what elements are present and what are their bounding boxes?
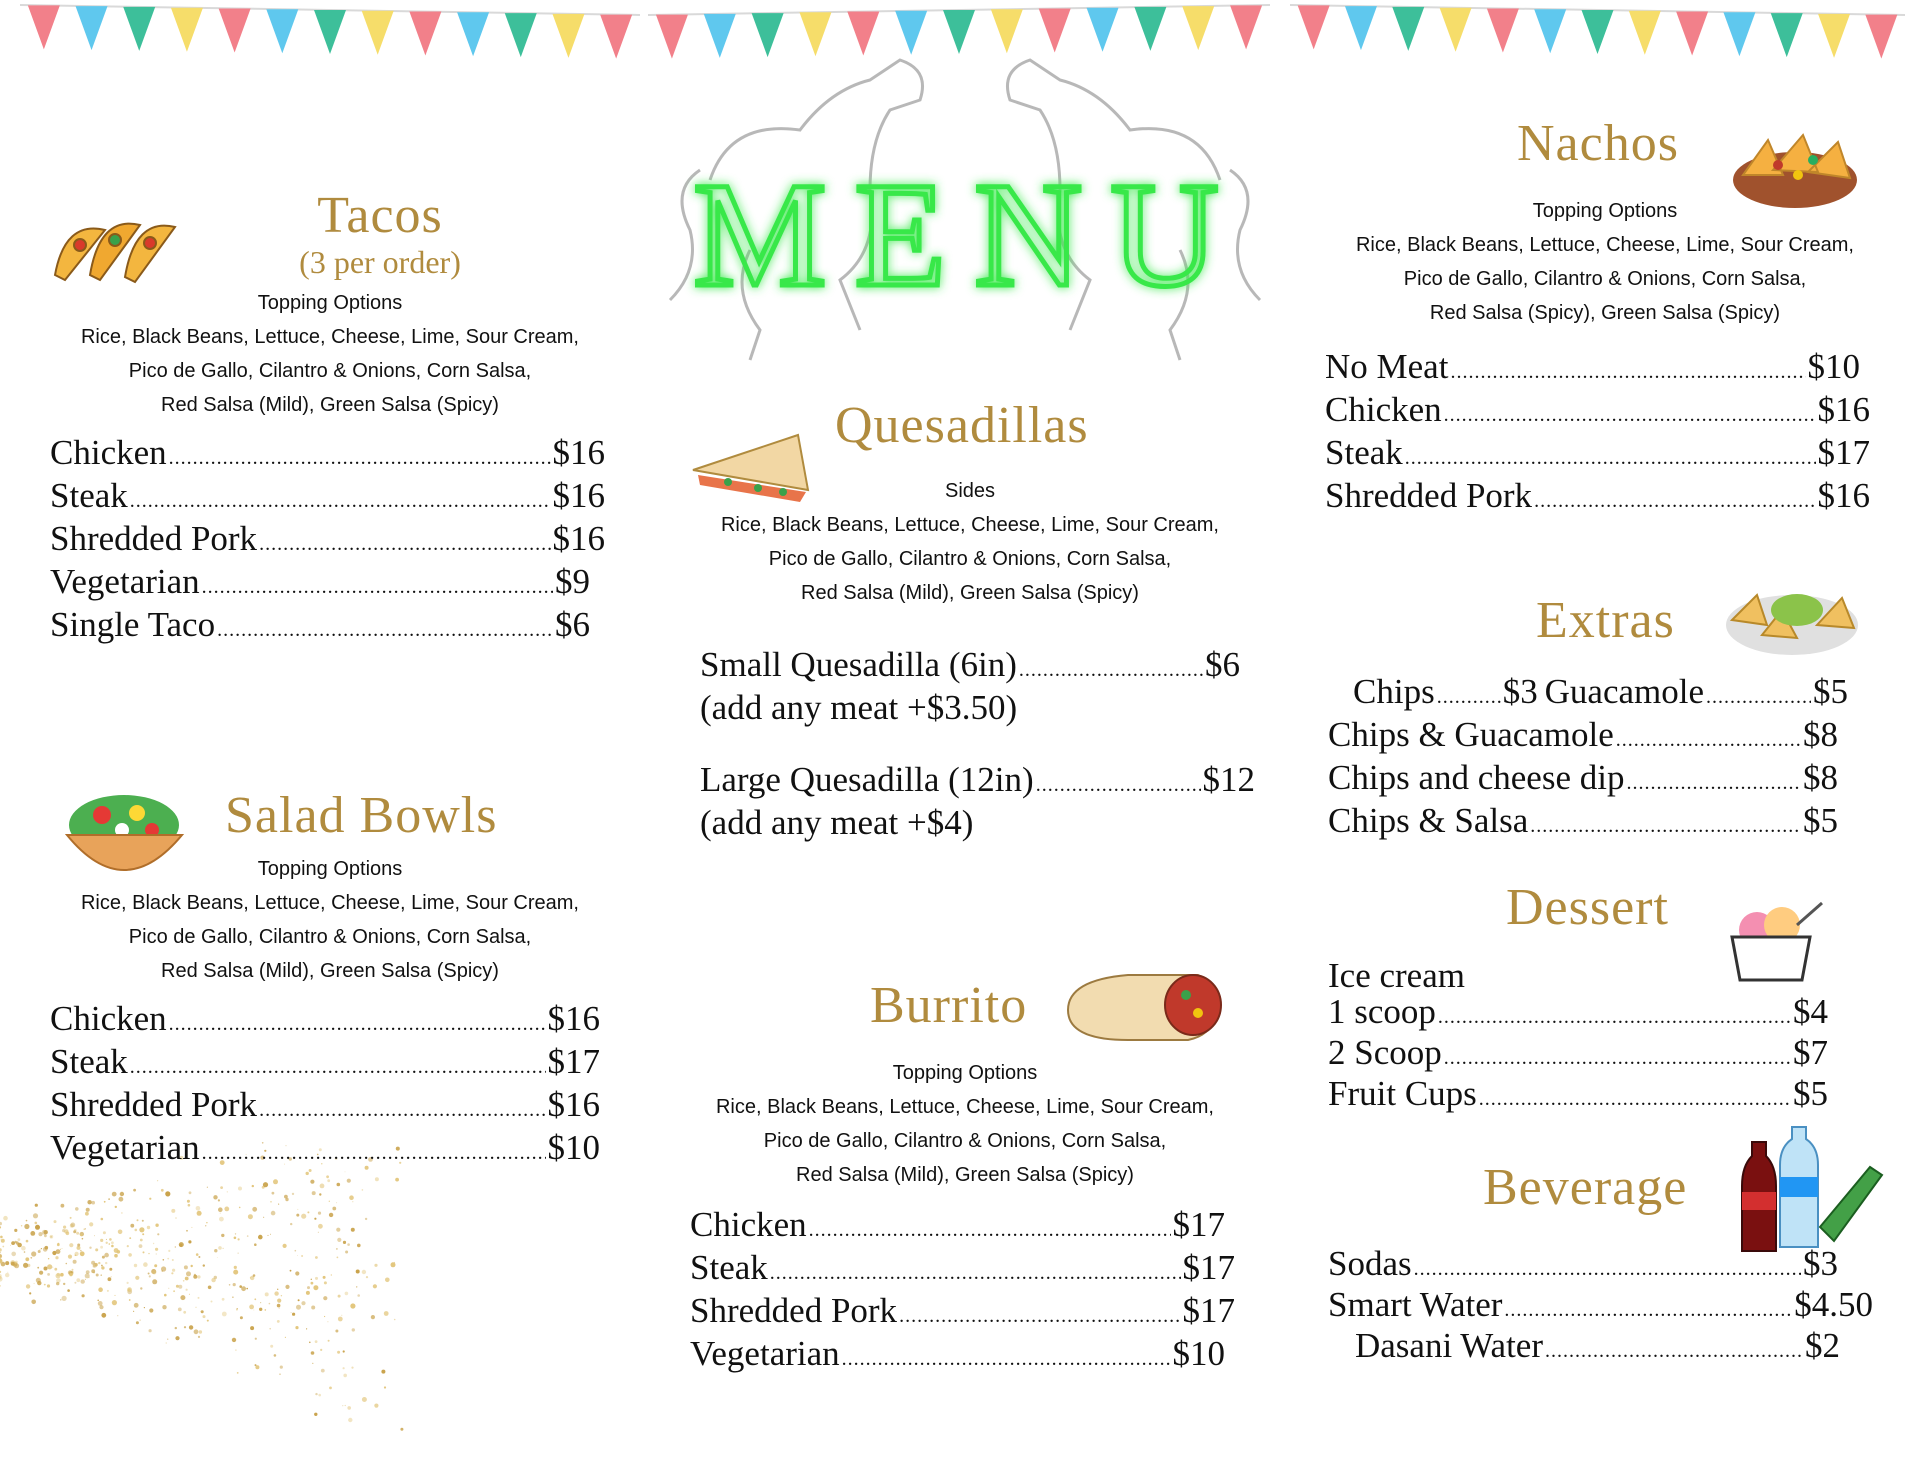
bunting-flag — [552, 14, 584, 58]
menu-title-text: MENU — [693, 170, 1247, 300]
quesadillas-sides-line: Pico de Gallo, Cilantro & Onions, Corn Salsa, — [768, 548, 1172, 570]
bunting-flag — [895, 11, 927, 55]
nachos-toppings-line: Rice, Black Beans, Lettuce, Cheese, Lime, Sour Cream, — [1355, 234, 1854, 256]
bunting-flag — [1134, 7, 1166, 51]
dessert-items — [1328, 958, 1828, 1117]
bunting-flag — [600, 15, 632, 59]
tacos-subtitle: (3 per order) — [299, 244, 461, 280]
beverage-section — [1328, 1159, 1888, 1369]
menu-item — [1328, 1328, 1840, 1369]
bunting-flag — [362, 11, 394, 55]
leader-dots — [202, 568, 553, 606]
bunting-flag — [1534, 9, 1566, 53]
bunting-flag — [1582, 10, 1614, 54]
nachos-toppings-line: Pico de Gallo, Cilantro & Onions, Corn Salsa, — [1403, 268, 1807, 290]
item-price: $16 — [547, 1085, 600, 1124]
leader-dots — [259, 525, 550, 563]
leader-dots — [1706, 679, 1811, 716]
tacos-topping-label: Topping Options — [257, 292, 403, 314]
item-name: No Meat — [1325, 347, 1449, 386]
salad-bowls-section — [50, 787, 610, 1172]
item-price: $17 — [1182, 1248, 1235, 1287]
item-name: Chicken — [50, 999, 167, 1038]
quesadillas-items — [700, 645, 1255, 842]
bunting-flag — [457, 12, 489, 56]
leader-dots — [1019, 651, 1203, 689]
menu-item — [50, 1086, 600, 1129]
menu-item — [50, 434, 605, 477]
tacos-items — [50, 434, 605, 649]
item-note: (add any meat +$3.50) — [700, 688, 1018, 727]
item-price: $5 — [1813, 672, 1848, 711]
menu-item — [700, 761, 1255, 804]
menu-item — [1325, 391, 1870, 434]
tacos-toppings-line: Pico de Gallo, Cilantro & Onions, Corn Salsa, — [128, 360, 532, 382]
bunting-flag — [171, 8, 203, 52]
bunting-flag — [1182, 6, 1214, 50]
item-price: $5 — [1793, 1074, 1828, 1113]
item-name: Guacamole — [1544, 672, 1705, 711]
bunting-flag — [219, 8, 251, 52]
extras-title: Extras — [1536, 592, 1675, 649]
item-name: Vegetarian — [50, 562, 200, 601]
leader-dots — [1616, 722, 1801, 759]
bunting-flag — [1771, 13, 1803, 57]
menu-item — [50, 606, 590, 649]
beverage-items — [1328, 1246, 1888, 1369]
tacos-toppings-line: Rice, Black Beans, Lettuce, Cheese, Lime, Sour Cream, — [80, 326, 579, 348]
item-price: $12 — [1202, 760, 1255, 799]
item-name: 1 scoop — [1328, 992, 1436, 1031]
leader-dots — [770, 1254, 1181, 1292]
item-price: $17 — [1182, 1291, 1235, 1330]
item-price: $17 — [1817, 433, 1870, 472]
dessert-title: Dessert — [1506, 879, 1669, 936]
item-name: Vegetarian — [690, 1334, 840, 1373]
item-price: $10 — [1807, 347, 1860, 386]
item-price: $16 — [1817, 476, 1870, 515]
item-price: $8 — [1803, 715, 1838, 754]
dessert-section — [1328, 879, 1888, 1117]
menu-item — [690, 1206, 1225, 1249]
item-price: $16 — [552, 519, 605, 558]
menu-item — [1325, 434, 1870, 477]
leader-dots — [1444, 1040, 1791, 1076]
leader-dots — [1534, 482, 1815, 520]
menu-neon-title — [650, 170, 1290, 300]
item-name: 2 Scoop — [1328, 1033, 1442, 1072]
menu-item — [50, 1043, 600, 1086]
item-name: Fruit Cups — [1328, 1074, 1477, 1113]
leader-dots — [1450, 353, 1805, 391]
bunting-flag — [1230, 5, 1262, 49]
salad-bowls-title: Salad Bowls — [225, 787, 498, 844]
leader-dots — [842, 1340, 1171, 1378]
item-note: (add any meat +$4) — [700, 803, 974, 842]
item-name: Chicken — [1325, 390, 1442, 429]
menu-item — [1328, 716, 1838, 759]
item-price: $10 — [1172, 1334, 1225, 1373]
item-name: Chips — [1353, 672, 1435, 711]
nachos-topping-label: Topping Options — [1532, 200, 1678, 222]
item-price: $4 — [1793, 992, 1828, 1031]
quesadillas-sides-line: Red Salsa (Mild), Green Salsa (Spicy) — [801, 582, 1139, 604]
bunting-flag — [123, 7, 155, 51]
item-name: Steak — [50, 476, 128, 515]
bunting-flag — [505, 13, 537, 57]
item-price: $4.50 — [1794, 1285, 1873, 1324]
item-price: $17 — [547, 1042, 600, 1081]
nachos-section — [1325, 115, 1885, 520]
bunting-flag — [1676, 12, 1708, 56]
item-name: Small Quesadilla (6in) — [700, 645, 1017, 684]
leader-dots — [1438, 999, 1791, 1035]
menu-item — [1328, 1076, 1828, 1117]
burrito-topping-label: Topping Options — [892, 1062, 1038, 1084]
item-price: $16 — [552, 476, 605, 515]
item-price: $3 — [1502, 672, 1538, 711]
leader-dots — [1479, 1081, 1791, 1117]
leader-dots — [1530, 808, 1801, 845]
bunting-flag — [1298, 5, 1330, 49]
menu-item — [50, 520, 605, 563]
item-price: $5 — [1803, 801, 1838, 840]
quesadillas-title: Quesadillas — [835, 397, 1089, 454]
leader-dots — [1626, 765, 1801, 802]
leader-dots — [169, 439, 551, 477]
quesadillas-sides-line: Rice, Black Beans, Lettuce, Cheese, Lime, Sour Cream, — [720, 514, 1219, 536]
bunting-flag — [943, 10, 975, 54]
leader-dots — [1504, 1292, 1792, 1328]
leader-dots — [1036, 766, 1201, 804]
menu-item — [1328, 759, 1838, 802]
item-price: $17 — [1172, 1205, 1225, 1244]
leader-dots — [130, 482, 551, 520]
item-price: $9 — [555, 562, 590, 601]
bunting-flag — [1629, 11, 1661, 55]
salad-toppings-line: Red Salsa (Mild), Green Salsa (Spicy) — [161, 960, 499, 982]
item-name: Chips & Guacamole — [1328, 715, 1614, 754]
leader-dots — [259, 1091, 545, 1129]
menu-item — [50, 477, 605, 520]
bunting-flag — [1039, 8, 1071, 52]
item-price: $3 — [1803, 1244, 1838, 1283]
item-name: Chicken — [690, 1205, 807, 1244]
burrito-toppings-line: Red Salsa (Mild), Green Salsa (Spicy) — [796, 1164, 1134, 1186]
item-price: $8 — [1803, 758, 1838, 797]
leader-dots — [1545, 1333, 1803, 1369]
bunting-flag — [1865, 15, 1897, 59]
leader-dots — [202, 1134, 546, 1172]
leader-dots — [1414, 1251, 1801, 1287]
item-name: Single Taco — [50, 605, 216, 644]
salad-toppings-line: Rice, Black Beans, Lettuce, Cheese, Lime, Sour Cream, — [80, 892, 579, 914]
menu-item — [700, 646, 1240, 689]
burrito-items — [690, 1206, 1240, 1378]
item-price: $7 — [1793, 1033, 1828, 1072]
quesadillas-sides-label: Sides — [944, 480, 996, 502]
bunting-flag — [1345, 6, 1377, 50]
item-name: Large Quesadilla (12in) — [700, 760, 1034, 799]
item-price: $2 — [1805, 1326, 1840, 1365]
extras-section — [1328, 592, 1888, 845]
menu-item — [1328, 1246, 1838, 1287]
bunting-flag — [1087, 8, 1119, 52]
menu-item — [690, 1335, 1225, 1378]
item-name: Shredded Pork — [1325, 476, 1533, 515]
item-name: Smart Water — [1328, 1285, 1503, 1324]
extras-chips-guac-row — [1328, 673, 1848, 716]
burrito-section — [690, 977, 1240, 1378]
leader-dots — [1405, 439, 1816, 477]
leader-dots — [1444, 396, 1816, 434]
leader-dots — [899, 1297, 1180, 1335]
menu-item — [1325, 477, 1870, 520]
menu-item — [1328, 802, 1838, 845]
item-price: $6 — [555, 605, 590, 644]
item-name: Steak — [1325, 433, 1403, 472]
leader-dots — [217, 611, 553, 649]
menu-item — [690, 1292, 1235, 1335]
burrito-title: Burrito — [870, 977, 1028, 1034]
bunting-flag — [1818, 14, 1850, 58]
item-price: $16 — [547, 999, 600, 1038]
nachos-items — [1325, 348, 1870, 520]
item-name: Shredded Pork — [50, 1085, 258, 1124]
menu-item — [1328, 994, 1828, 1035]
item-price: $16 — [552, 433, 605, 472]
item-price: $10 — [547, 1128, 600, 1167]
item-price: $6 — [1205, 645, 1240, 684]
tacos-title: Tacos — [317, 187, 443, 244]
leader-dots — [809, 1211, 1171, 1249]
item-name: Steak — [690, 1248, 768, 1287]
menu-item — [50, 1129, 600, 1172]
item-name: Chicken — [50, 433, 167, 472]
item-name: Sodas — [1328, 1244, 1412, 1283]
tacos-toppings-line: Red Salsa (Mild), Green Salsa (Spicy) — [161, 394, 499, 416]
bunting-flag — [314, 10, 346, 54]
bunting-flag — [1487, 8, 1519, 52]
item-name: Shredded Pork — [50, 519, 258, 558]
bunting-flag — [1392, 7, 1424, 51]
item-name: Steak — [50, 1042, 128, 1081]
leader-dots — [169, 1005, 546, 1043]
menu-item — [690, 1249, 1235, 1292]
bunting-flag — [409, 12, 441, 56]
extras-items — [1328, 673, 1873, 845]
menu-item — [1328, 1287, 1873, 1328]
item-name: Chips and cheese dip — [1328, 758, 1625, 797]
menu-item — [50, 563, 590, 606]
bunting-flag — [266, 9, 298, 53]
bunting-flag — [76, 6, 108, 50]
salad-items — [50, 1000, 600, 1172]
item-name: Vegetarian — [50, 1128, 200, 1167]
menu-item — [1328, 1035, 1828, 1076]
salad-topping-label: Topping Options — [257, 858, 403, 880]
nachos-toppings-line: Red Salsa (Spicy), Green Salsa (Spicy) — [1429, 302, 1781, 324]
bunting-flag — [28, 5, 60, 49]
nachos-title: Nachos — [1517, 115, 1679, 172]
leader-dots — [130, 1048, 546, 1086]
bunting-flag — [847, 12, 879, 56]
bunting-flag — [1440, 8, 1472, 52]
tacos-section — [50, 187, 610, 649]
menu-item — [1325, 348, 1860, 391]
item-name: Shredded Pork — [690, 1291, 898, 1330]
leader-dots — [1437, 679, 1501, 716]
bunting-flag — [1723, 12, 1755, 56]
salad-toppings-line: Pico de Gallo, Cilantro & Onions, Corn Salsa, — [128, 926, 532, 948]
beverage-title: Beverage — [1483, 1159, 1688, 1216]
bunting-flag — [991, 9, 1023, 53]
burrito-toppings-line: Rice, Black Beans, Lettuce, Cheese, Lime, Sour Cream, — [715, 1096, 1214, 1118]
dessert-group-label: Ice cream — [1328, 956, 1465, 995]
menu-item — [50, 1000, 600, 1043]
quesadillas-section — [700, 397, 1255, 842]
item-name: Dasani Water — [1355, 1326, 1543, 1365]
item-price: $16 — [1817, 390, 1870, 429]
item-name: Chips & Salsa — [1328, 801, 1529, 840]
burrito-toppings-line: Pico de Gallo, Cilantro & Onions, Corn Salsa, — [763, 1130, 1167, 1152]
